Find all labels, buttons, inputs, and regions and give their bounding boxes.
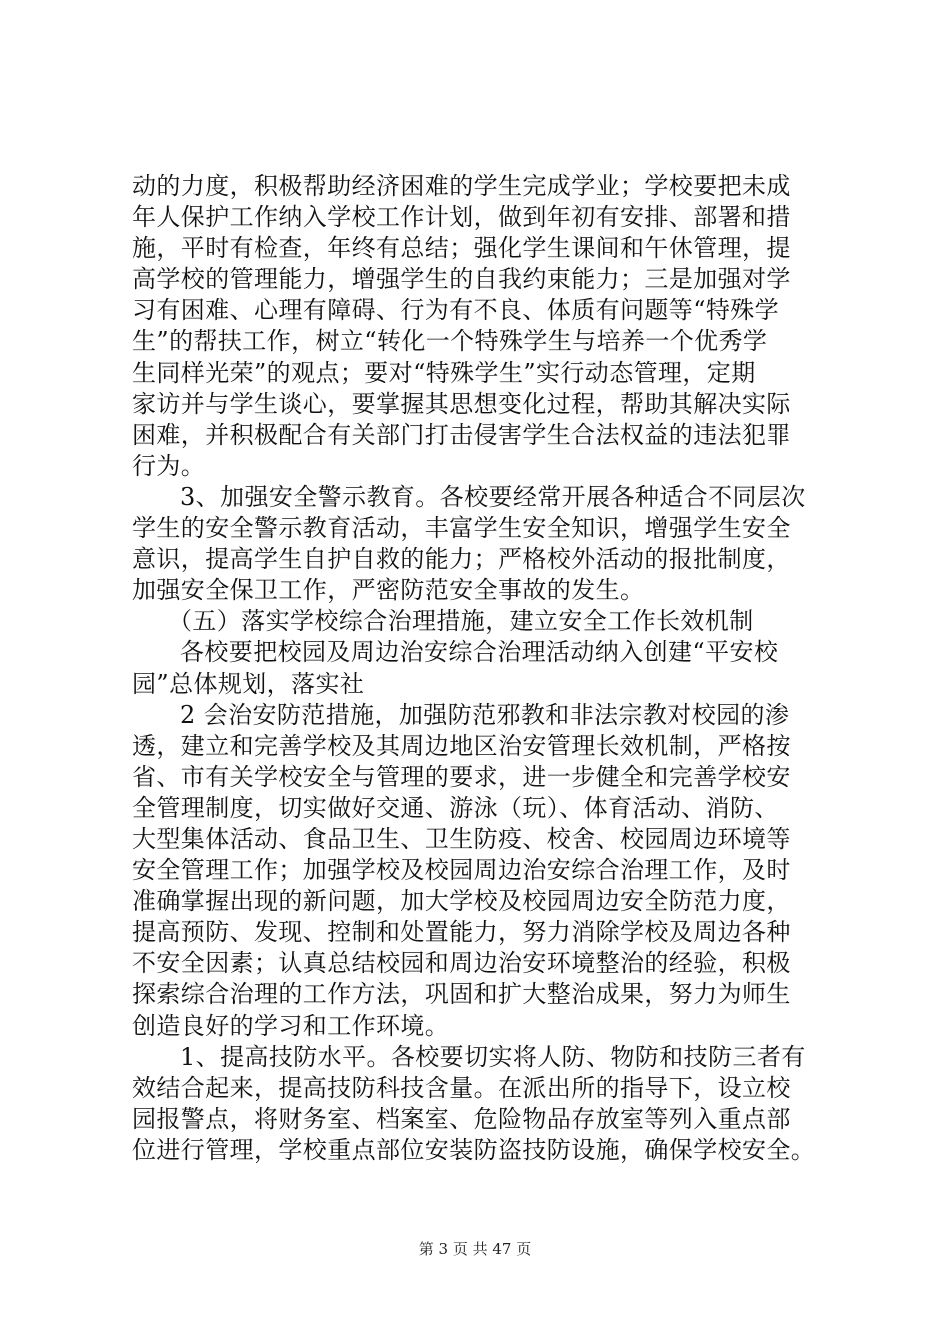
text-line: 年人保护工作纳入学校工作计划，做到年初有安排、部署和措 bbox=[132, 203, 791, 232]
text-line: 意识，提高学生自护自救的能力；严格校外活动的报批制度， bbox=[132, 545, 791, 574]
text-line: 园报警点，将财务室、档案室、危险物品存放室等列入重点部 bbox=[132, 1104, 791, 1133]
text-line: 安全管理工作；加强学校及校园周边治安综合治理工作，及时 bbox=[132, 856, 791, 885]
text-line: 探索综合治理的工作方法，巩固和扩大整治成果，努力为师生 bbox=[132, 980, 791, 1009]
paragraph-start-line: 2 会治安防范措施，加强防范邪教和非法宗教对校园的渗 bbox=[180, 700, 790, 729]
paragraph-start-line: 各校要把校园及周边治安综合治理活动纳入创建“平安校 bbox=[180, 638, 779, 667]
paragraph-start-line: 3、加强安全警示教育。各校要经常开展各种适合不同层次 bbox=[180, 482, 806, 511]
text-line: 困难，并积极配合有关部门打击侵害学生合法权益的违法犯罪 bbox=[132, 420, 791, 449]
paragraph-start-line: 1、提高技防水平。各校要切实将人防、物防和技防三者有 bbox=[180, 1042, 806, 1071]
text-line: 动的力度，积极帮助经济困难的学生完成学业；学校要把未成 bbox=[132, 172, 791, 200]
text-line: 提高预防、发现、控制和处置能力，努力消除学校及周边各种 bbox=[132, 918, 791, 947]
text-line: 准确掌握出现的新问题，加大学校及校园周边安全防范力度， bbox=[132, 887, 791, 916]
text-line: 生”的帮扶工作，树立“转化一个特殊学生与培养一个优秀学 bbox=[132, 327, 768, 356]
text-line: 生同样光荣”的观点；要对“特殊学生”实行动态管理，定期 bbox=[132, 358, 756, 387]
text-line: 效结合起来，提高技防科技含量。在派出所的指导下，设立校 bbox=[132, 1073, 791, 1102]
text-line: 高学校的管理能力，增强学生的自我约束能力；三是加强对学 bbox=[132, 265, 791, 294]
text-line: 学生的安全警示教育活动，丰富学生安全知识，增强学生安全 bbox=[132, 514, 791, 543]
text-line: 园”总体规划，落实社 bbox=[132, 669, 365, 698]
text-line: 行为。 bbox=[132, 451, 206, 480]
text-line: 透，建立和完善学校及其周边地区治安管理长效机制，严格按 bbox=[132, 731, 791, 760]
text-line: 大型集体活动、食品卫生、卫生防疫、校舍、校园周边环境等 bbox=[132, 824, 791, 853]
text-line: 创造良好的学习和工作环境。 bbox=[132, 1011, 450, 1040]
section-heading: （五）落实学校综合治理措施，建立安全工作长效机制 bbox=[168, 607, 754, 636]
page-number-footer: 第 3 页 共 47 页 bbox=[418, 1240, 532, 1258]
text-line: 省、市有关学校安全与管理的要求，进一步健全和完善学校安 bbox=[132, 762, 791, 791]
text-line: 家访并与学生谈心，要掌握其思想变化过程，帮助其解决实际 bbox=[132, 389, 791, 418]
text-line: 位进行管理，学校重点部位安装防盗技防设施，确保学校安全。 bbox=[132, 1135, 816, 1164]
text-line: 加强安全保卫工作，严密防范安全事故的发生。 bbox=[132, 576, 645, 605]
document-body bbox=[132, 171, 832, 1166]
text-line: 习有困难、心理有障碍、行为有不良、体质有问题等“特殊学 bbox=[132, 296, 780, 325]
text-line: 不安全因素；认真总结校园和周边治安环境整治的经验，积极 bbox=[132, 949, 791, 978]
text-line: 施，平时有检查，年终有总结；强化学生课间和午休管理，提 bbox=[132, 234, 791, 263]
text-line: 全管理制度，切实做好交通、游泳（玩）、体育活动、消防、 bbox=[132, 793, 779, 822]
